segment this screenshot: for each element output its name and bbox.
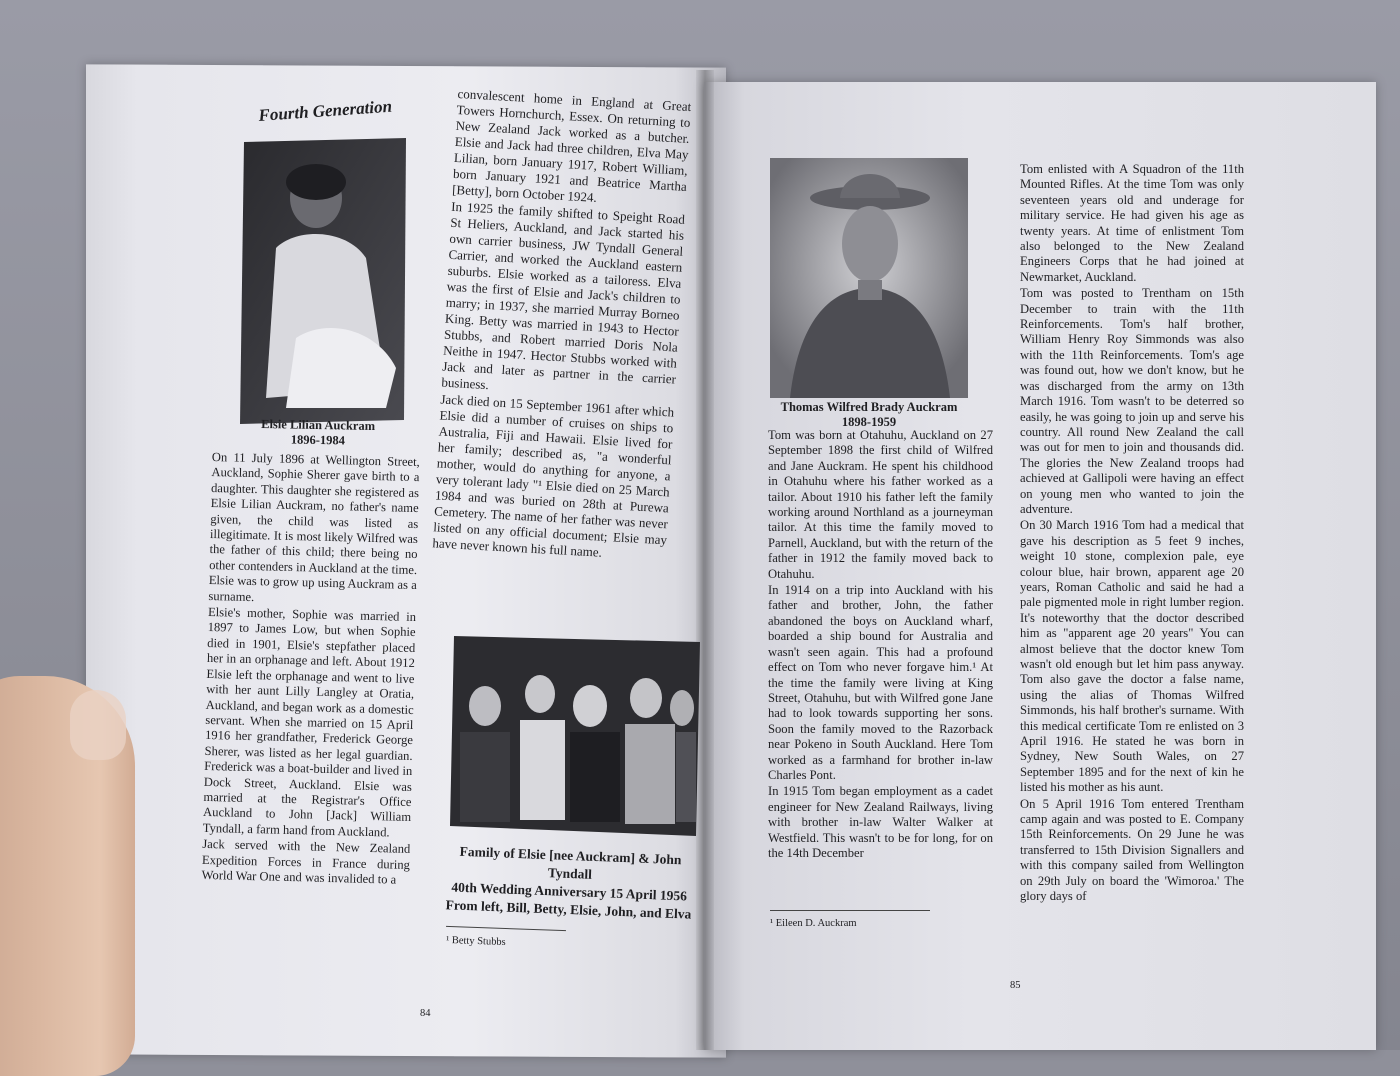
- photo1-caption: [230, 416, 406, 449]
- elsie-portrait-photo: [236, 138, 408, 424]
- paragraph: In 1915 Tom began employment as a cadet engineer for New Zealand Railways, living with brother in-law Walter Walker at Westfield. This wasn't to be for long, for on the 14th December: [768, 784, 993, 860]
- tom-photo-caption-years: 1898-1959: [841, 415, 897, 429]
- photo2-caption-line1: Family of Elsie [nee Auckram] & John Tyndall: [459, 843, 682, 882]
- footnote-rule: [770, 910, 930, 911]
- photo2-caption: [437, 842, 702, 924]
- paragraph: Tom enlisted with A Squadron of the 11th Mounted Rifles. At the time Tom was only seventeen years old and underage for military service. He had given his age as twenty years. At time of enlistment Tom also belonged to the New Zealand Engineers Corps that he had joined at Newmarket, Auckland.: [1020, 162, 1244, 284]
- paragraph: On 5 April 1916 Tom entered Trentham camp again and was posted to E. Company 15th Reinforcements. On 29 June he was transferred to 15th Division Signallers and with this company sailed from Wellington on 29th July on board the 'Wimoroa.' The glory days of: [1020, 796, 1244, 904]
- paragraph: Jack served with the New Zealand Expedition Forces in France during World War One and was invalided to a: [201, 837, 411, 887]
- section-heading: Fourth Generation: [257, 96, 393, 125]
- paragraph: Elsie's mother, Sophie was married in 1897 to James Low, but when Sophie died in 1901, Elsie's stepfather placed her in an orphanage and left. About 1912 Elsie left the orphanage and went to live with her aunt Lilly Langley at Oratia, Auckland, and began work as a domestic servant. When she married on 15 April 1916 her grandfather, Frederick George Sherer, was listed as her legal guardian. Frederick was a boat-builder and lived in Dock Street, Auckland. Elsie was married at the Registrar's Office Auckland to John [Jack] William Tyndall, a farm hand from Auckland.: [202, 605, 417, 840]
- paragraph: Tom was born at Otahuhu, Auckland on 27 September 1898 the first child of Wilfred and Jane Auckram. He spent his childhood in Otahuhu where his father worked as a tailor. About 1910 his father left the family working around Northland as a journeyman tailor. At this time the family moved to Parnell, Auckland, but with the return of the father in 1912 the family moved back to Otahuhu.: [768, 428, 993, 581]
- paragraph: Tom was posted to Trentham on 15th December to train with the 11th Reinforcements. Tom's half brother, William Henry Roy Simmonds was also with the 11th Reinforcements. Tom's age was found out, how we don't know, but he was discharged from the army on 13th March 1916. Tom wasn't to be deterred so easily, he was going to join up and serve his country. All round New Zealand the call was out for men to join and thousands did. The glories the New Zealand troops had achieved at Gallipoli were having an effect on young men who wanted to join the adventure.: [1020, 286, 1244, 516]
- thumb-nail: [70, 690, 126, 760]
- tom-photo-caption: [770, 400, 968, 430]
- paragraph: convalescent home in England at Great Towers Hornchurch, Essex. On returning to New Zealand Jack worked as a butcher. Elsie and Jack had three children, Elva May Lilian, born January 1917, Robert William, born January 1921 and Beatrice Martha [Betty], born October 1924.: [451, 86, 692, 205]
- left-footnote: ¹ Betty Stubbs: [445, 934, 506, 949]
- paragraph: In 1914 on a trip into Auckland with his father and brother, John, the father abandoned the boys on Auckland wharf, boarded a ship bound for Australia and wasn't seen again. This had a profound effect on Tom who never forgave him.¹ At the time the family were living at King Street, Otahuhu, but with Wilfred gone Jane had to look towards supporting her sons. Soon the family moved to the Razorback near Pokeno in South Auckland. Here Tom worked as a farmhand for brother in-law Charles Pont.: [768, 583, 993, 782]
- right-page-number: 85: [1010, 980, 1021, 991]
- left-column-1: [201, 450, 420, 889]
- family-group-photo: [450, 636, 700, 836]
- left-column-2: [432, 86, 692, 565]
- paragraph: On 30 March 1916 Tom had a medical that gave his description as 5 feet 9 inches, weight 10 stone, complexion pale, eye colour blue, hair brown, apparent age 20 years, Roman Catholic and said he had a pale pigmented mole in right lumber region. It's noteworthy that the doctor described him as "apparent age 20 years" You can almost believe that the doctor knew Tom wasn't old enough but let him pass anyway. Tom also gave the doctor a false name, using the alias of Thomas Wilfred Simmonds, his half brother's surname. With this medical certificate Tom re enlisted on 3 April 1916. He stated he was born in Sydney, New South Wales, on 27 September 1895 and for the next of kin he listed his mother as his aunt.: [1020, 518, 1244, 795]
- tom-soldier-portrait-photo: [770, 158, 968, 398]
- right-column-2: [1020, 162, 1244, 906]
- photo1-caption-name: Elsie Lilian Auckram: [261, 417, 376, 433]
- right-column-1: [768, 428, 993, 862]
- right-footnote: ¹ Eileen D. Auckram: [770, 918, 857, 929]
- photo2-caption-line2: 40th Wedding Anniversary 15 April 1956: [451, 879, 688, 904]
- photo1-caption-years: 1896-1984: [290, 432, 346, 448]
- paragraph: Jack died on 15 September 1961 after which Elsie did a number of cruises on ships to Australia, Fiji and Hawaii. Elsie lived for her family; described as, "a wonderful mother, would do anything for anyone, a very tolerant lady "¹ Elsie died on 25 March 1984 and was buried on 28th at Purewa Cemetery. The name of her father was never listed on any official document; Elsie may have never known his full name.: [432, 391, 675, 560]
- paragraph: On 11 July 1896 at Wellington Street, Auckland, Sophie Sherer gave birth to a daughter. This daughter she registered as Elsie Lilian Auckram, no father's name given, the child was listed as illegitimate. It is most likely Wilfred was the father of this child; there being no other contenders in Auckland at the time. Elsie was to grow up using Auckram as a surname.: [208, 450, 420, 604]
- left-page-number: 84: [420, 1008, 431, 1019]
- tom-photo-caption-name: Thomas Wilfred Brady Auckram: [780, 400, 958, 414]
- paragraph: In 1925 the family shifted to Speight Road St Heliers, Auckland, and Jack started his own carrier business, JW Tyndall General Carrier, and worked the Auckland eastern suburbs. Elsie worked as a tailoress. Elva was the first of Elsie and Jack's children to marry; in 1937, she married Murray Borneo King. Betty was married in 1943 to Hector Stubbs, and Robert married Doris Nola Neithe in 1947. Hector Stubbs worked with Jack and later as partner in the carrier business.: [441, 198, 686, 393]
- photo2-caption-line3: From left, Bill, Betty, Elsie, John, and Elva: [445, 897, 692, 922]
